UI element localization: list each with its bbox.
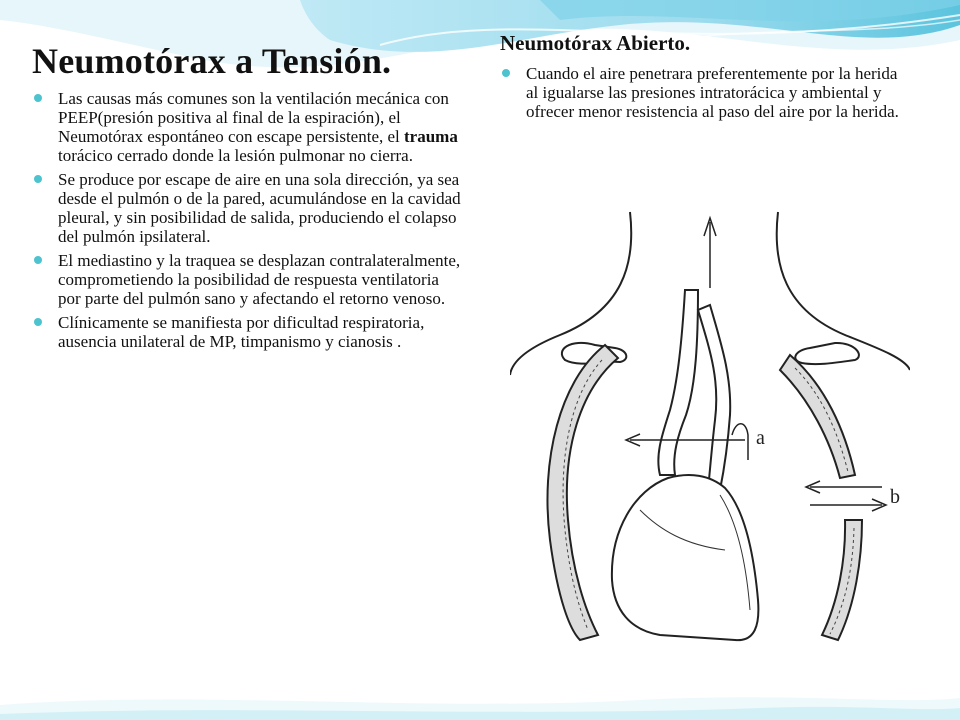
collapsed-lung	[612, 475, 759, 640]
open-pneumothorax-diagram	[510, 210, 910, 660]
right-chest-wall-lower	[822, 520, 862, 640]
right-chest-wall-upper	[780, 355, 855, 478]
bullet-open-definition: Cuando el aire penetrara preferentemente por la herida al igualarse las presiones intratorácica y ambiental y ofrecer menor resistencia al paso del aire por la herida.	[500, 64, 910, 121]
left-chest-wall	[547, 345, 618, 640]
bullet-mechanism: Se produce por escape de aire en una sola dirección, ya sea desde el pulmón o de la pared, acumulándose en la cavidad pleural, y sin posibilidad de salida, produciendo el colapso del pulmón ipsilateral.	[32, 170, 462, 246]
right-slide-title: Neumotórax Abierto.	[500, 31, 691, 55]
right-bullet-list	[500, 64, 910, 121]
bullet-causes-text: Las causas más comunes son la ventilación mecánica con PEEP(presión positiva al final de la espiración), el Neumotórax espontáneo con escape persistente, el	[58, 89, 449, 146]
bronchus	[698, 305, 730, 490]
bullet-causes-bold: trauma	[404, 127, 458, 146]
bullet-clinical: Clínicamente se manifiesta por dificultad respiratoria, ausencia unilateral de MP, timpanismo y cianosis .	[32, 313, 462, 351]
trachea	[658, 290, 698, 475]
right-clavicle	[795, 343, 859, 364]
bullet-causes	[32, 89, 462, 165]
label-b: b	[890, 486, 900, 508]
bullet-causes-text-end: torácico cerrado donde la lesión pulmonar no cierra.	[58, 146, 413, 165]
bullet-mediastinum: El mediastino y la traquea se desplazan contralateralmente, comprometiendo la posibilidad de respuesta ventilatoria por parte del pulmón sano y afectando el retorno venoso.	[32, 251, 462, 308]
left-slide-title: Neumotórax a Tensión.	[32, 41, 392, 81]
label-a: a	[756, 427, 765, 449]
left-bullet-list	[32, 89, 462, 356]
